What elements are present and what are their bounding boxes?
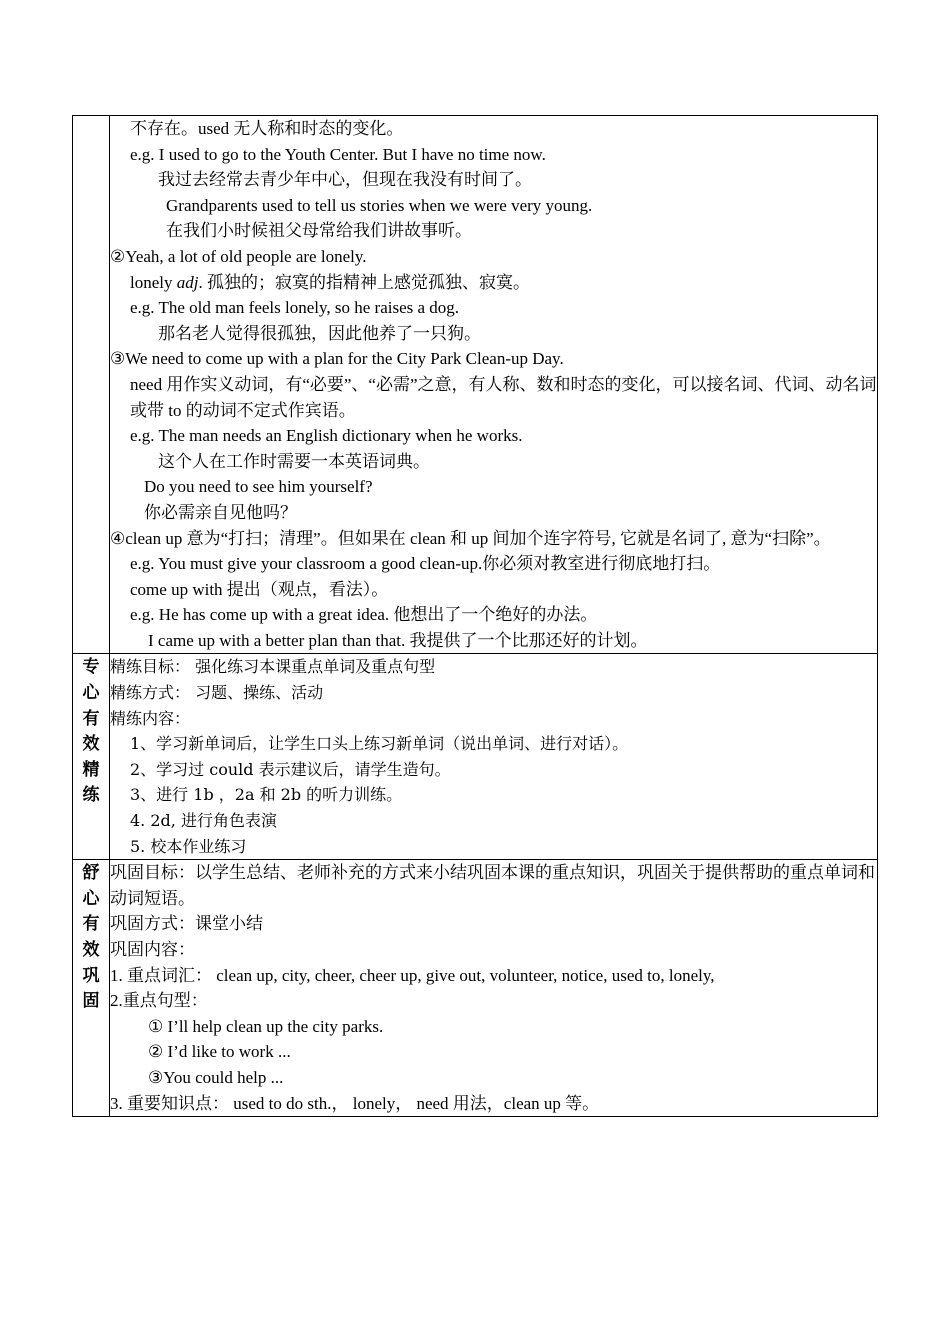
example-translation: 这个人在工作时需要一本英语词典。 bbox=[158, 451, 430, 471]
section-label-vertical bbox=[83, 860, 100, 1014]
key-knowledge-points: 3. 重要知识点： used to do sth.， lonely， need 用法，clean up 等。 bbox=[110, 1093, 600, 1113]
consolidation-content-heading: 巩固内容： bbox=[110, 940, 195, 959]
practice-item: 5. 校本作业练习 bbox=[130, 836, 247, 856]
example-sentence: e.g. The man needs an English dictionary when he works. bbox=[130, 426, 523, 446]
key-sentences-heading: 2.重点句型： bbox=[110, 991, 208, 1011]
practice-content-heading: 精练内容： bbox=[110, 708, 191, 728]
vocab-lonely bbox=[110, 270, 877, 296]
practice-item: 4. 2d, 进行角色表演 bbox=[130, 811, 277, 831]
example-translation: 你必需亲自见他吗？ bbox=[144, 502, 297, 522]
label-char: 巩 bbox=[82, 965, 100, 985]
part-of-speech: adj bbox=[176, 272, 199, 292]
example-sentence: e.g. I used to go to the Youth Center. But I have no time now. bbox=[130, 144, 546, 164]
key-sentence: ③You could help ... bbox=[148, 1067, 284, 1087]
key-sentence: ① I’ll help clean up the city parks. bbox=[148, 1016, 384, 1036]
section-label-cell bbox=[73, 654, 110, 860]
section-consolidation bbox=[73, 860, 878, 1117]
vocab-need-explanation: need 用作实义动词，有“必要”、“必需”之意，有人称、数和时态的变化，可以接名词、代词、动名词或带 to 的动词不定式作宾语。 bbox=[130, 374, 877, 420]
label-char: 固 bbox=[82, 991, 100, 1011]
practice-item: 3、进行 1b ，2a 和 2b 的听力训练。 bbox=[130, 785, 403, 805]
practice-content bbox=[110, 654, 878, 860]
practice-goal: 精练目标： 强化练习本课重点单词及重点句型 bbox=[110, 657, 436, 677]
language-points-content bbox=[110, 116, 878, 654]
section-label-vertical bbox=[83, 654, 100, 808]
key-phrase-4: ④clean up 意为“打扫；清理”。但如果在 clean 和 up 间加个连字符号, 它就是名词了, 意为“扫除”。 bbox=[110, 528, 831, 548]
key-sentence-3: ③We need to come up with a plan for the City Park Clean-up Day. bbox=[110, 349, 564, 369]
practice-method: 精练方式： 习题、操练、活动 bbox=[110, 683, 324, 703]
key-sentence-2: ②Yeah, a lot of old people are lonely. bbox=[110, 246, 367, 266]
example-sentence: e.g. You must give your classroom a good clean-up.你必须对教室进行彻底地打扫。 bbox=[130, 554, 721, 574]
example-sentence: e.g. The old man feels lonely, so he raises a dog. bbox=[130, 298, 460, 318]
section-label-cell-empty bbox=[73, 116, 110, 654]
label-char: 心 bbox=[82, 888, 100, 908]
example-sentence: Do you need to see him yourself? bbox=[144, 477, 373, 497]
label-char: 专 bbox=[82, 657, 100, 677]
example-translation: 那名老人觉得很孤独，因此他养了一只狗。 bbox=[158, 323, 481, 343]
consolidation-goal: 巩固目标：以学生总结、老师补充的方式来小结巩固本课的重点知识，巩固关于提供帮助的重点单词和动词短语。 bbox=[110, 863, 875, 908]
consolidation-method: 巩固方式：课堂小结 bbox=[110, 914, 263, 934]
vocab-word: lonely bbox=[130, 272, 173, 292]
key-sentence: ② I’d like to work ... bbox=[148, 1042, 291, 1062]
practice-item-text: 1、学习新单词后，让学生口头上练习新单词（说出单词、进行对话）。 bbox=[130, 734, 629, 754]
label-char: 练 bbox=[82, 785, 100, 805]
label-char: 效 bbox=[82, 940, 100, 959]
label-char: 有 bbox=[82, 708, 100, 728]
example-translation: 在我们小时候祖父母常给我们讲故事听。 bbox=[166, 221, 472, 241]
example-sentence: I came up with a better plan than that. 我提供了一个比那还好的计划。 bbox=[148, 630, 648, 650]
example-sentence: e.g. He has come up with a great idea. 他想出了一个绝好的办法。 bbox=[130, 605, 598, 625]
section-focused-practice bbox=[73, 654, 878, 860]
practice-item: 2、学习过 could 表示建议后，请学生造句。 bbox=[130, 759, 451, 779]
label-char: 舒 bbox=[82, 863, 100, 883]
example-sentence: Grandparents used to tell us stories when we were very young. bbox=[166, 195, 593, 215]
lesson-plan-table bbox=[72, 115, 878, 1117]
label-char: 精 bbox=[82, 759, 100, 779]
section-language-points bbox=[73, 116, 878, 654]
text-line: 不存在。used 无人称和时态的变化。 bbox=[130, 119, 404, 138]
key-vocabulary: 1. 重点词汇： clean up, city, cheer, cheer up, give out, volunteer, notice, used to, lonely, bbox=[110, 965, 715, 985]
label-char: 效 bbox=[82, 734, 100, 754]
vocab-come-up-with: come up with 提出（观点，看法）。 bbox=[130, 579, 389, 599]
consolidation-content bbox=[110, 860, 878, 1117]
label-char: 心 bbox=[82, 683, 100, 703]
label-char: 有 bbox=[82, 914, 100, 934]
vocab-definition: . 孤独的；寂寞的指精神上感觉孤独、寂寞。 bbox=[198, 272, 530, 292]
practice-item bbox=[110, 731, 877, 757]
example-translation: 我过去经常去青少年中心，但现在我没有时间了。 bbox=[158, 170, 532, 190]
section-label-cell bbox=[73, 860, 110, 1117]
